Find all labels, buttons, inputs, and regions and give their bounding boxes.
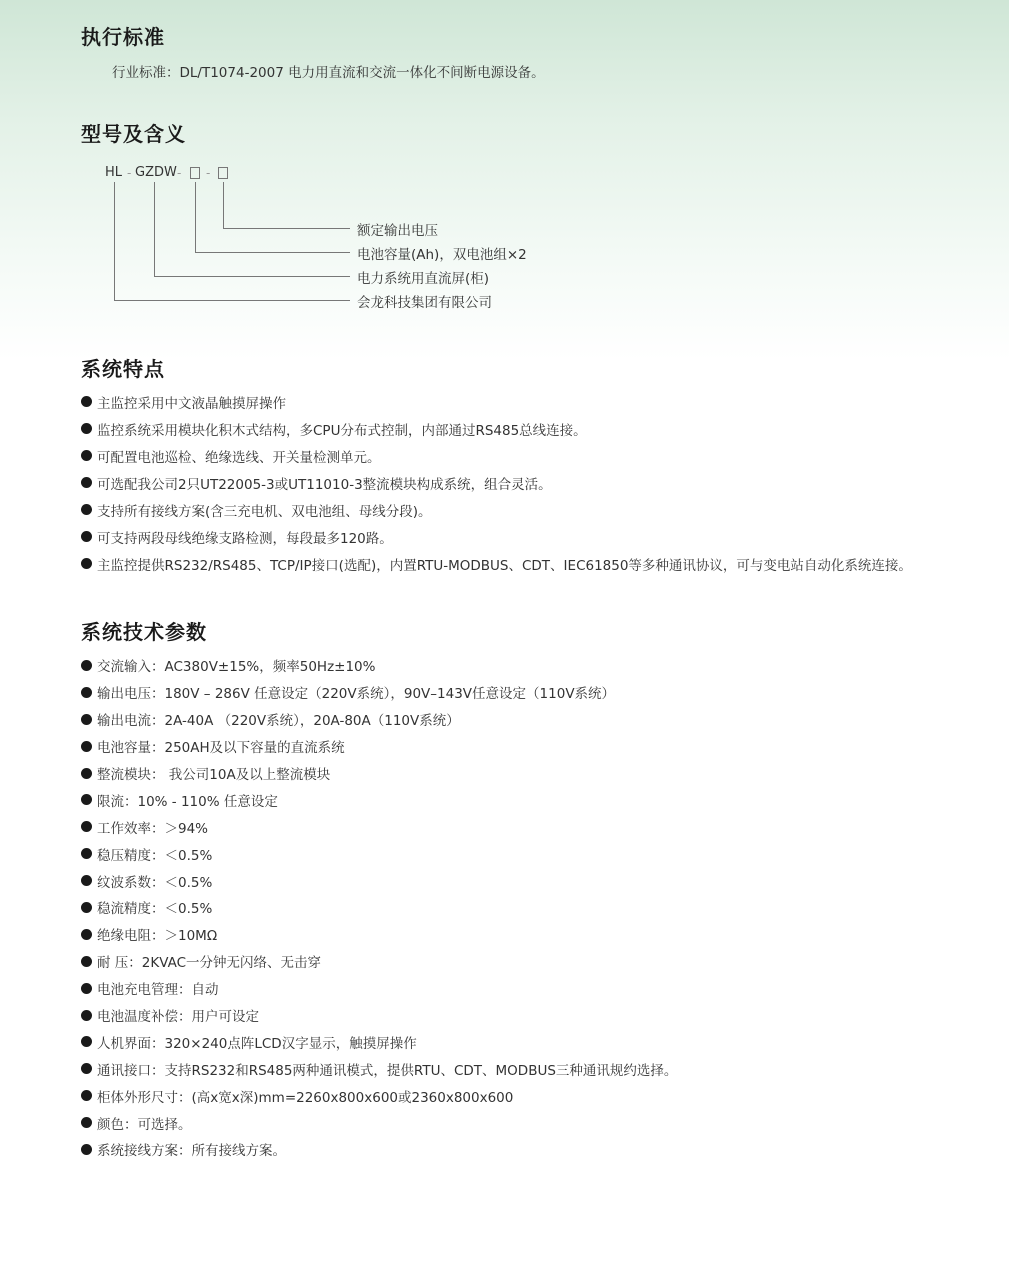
features-heading: 系统特点 — [81, 357, 165, 381]
list-item: 支持所有接线方案(含三充电机、双电池组、母线分段)。 — [81, 496, 912, 523]
list-item: 稳压精度：＜0.5% — [81, 840, 677, 867]
list-item: 主监控提供RS232/RS485、TCP/IP接口(选配)，内置RTU-MODBUS、CDT、IEC61850等多种通讯协议，可与变电站自动化系统连接。 — [81, 550, 912, 577]
leader-line-screen — [154, 182, 155, 276]
leader-line-voltage — [223, 228, 350, 229]
leader-line-screen — [154, 276, 350, 277]
bullet-icon — [81, 848, 92, 859]
list-item: 电池充电管理：自动 — [81, 975, 677, 1002]
bullet-icon — [81, 794, 92, 805]
bullet-icon — [81, 902, 92, 913]
bullet-icon — [81, 396, 92, 407]
model-desc-capacity: 电池容量(Ah)，双电池组×2 — [357, 247, 527, 263]
list-item: 绝缘电阻：＞10MΩ — [81, 921, 677, 948]
capacity-placeholder-box — [190, 167, 200, 179]
list-item: 主监控采用中文液晶触摸屏操作 — [81, 388, 912, 415]
bullet-icon — [81, 983, 92, 994]
bullet-icon — [81, 531, 92, 542]
model-desc-voltage: 额定输出电压 — [357, 223, 438, 239]
leader-line-capacity — [195, 182, 196, 252]
bullet-icon — [81, 1010, 92, 1021]
leader-line-company — [114, 300, 350, 301]
leader-line-company — [114, 182, 115, 300]
list-item: 系统接线方案：所有接线方案。 — [81, 1136, 677, 1163]
model-code-gzdw: GZDW — [135, 165, 177, 180]
list-item: 可选配我公司2只UT22005-3或UT11010-3整流模块构成系统，组合灵活。 — [81, 469, 912, 496]
model-diagram — [100, 160, 600, 320]
model-code-hl: HL — [105, 165, 123, 180]
list-item: 输出电压：180V – 286V 任意设定（220V系统），90V–143V任意设定（110V系统） — [81, 679, 677, 706]
standard-text: 行业标准：DL/T1074-2007 电力用直流和交流一体化不间断电源设备。 — [112, 65, 545, 81]
list-item: 耐 压：2KVAC一分钟无闪络、无击穿 — [81, 948, 677, 975]
bullet-icon — [81, 821, 92, 832]
leader-line-capacity — [195, 252, 350, 253]
list-item: 输出电流：2A-40A （220V系统），20A-80A（110V系统） — [81, 706, 677, 733]
leader-line-voltage — [223, 182, 224, 228]
bullet-icon — [81, 714, 92, 725]
list-item: 可配置电池巡检、绝缘选线、开关量检测单元。 — [81, 442, 912, 469]
model-dash: - — [177, 166, 182, 180]
bullet-icon — [81, 450, 92, 461]
features-list — [81, 388, 912, 577]
bullet-icon — [81, 477, 92, 488]
bullet-icon — [81, 956, 92, 967]
voltage-placeholder-box — [218, 167, 228, 179]
bullet-icon — [81, 929, 92, 940]
list-item: 人机界面：320×240点阵LCD汉字显示，触摸屏操作 — [81, 1028, 677, 1055]
list-item: 颜色：可选择。 — [81, 1109, 677, 1136]
bullet-icon — [81, 1036, 92, 1047]
list-item: 通讯接口：支持RS232和RS485两种通讯模式，提供RTU、CDT、MODBUS三种通讯规约选择。 — [81, 1055, 677, 1082]
bullet-icon — [81, 1144, 92, 1155]
list-item: 柜体外形尺寸：(高x宽x深)mm=2260x800x600或2360x800x600 — [81, 1082, 677, 1109]
params-list — [81, 652, 677, 1163]
list-item: 限流：10% - 110% 任意设定 — [81, 786, 677, 813]
model-heading: 型号及含义 — [81, 122, 186, 146]
bullet-icon — [81, 1090, 92, 1101]
list-item: 交流输入：AC380V±15%，频率50Hz±10% — [81, 652, 677, 679]
model-dash: - — [206, 166, 211, 180]
bullet-icon — [81, 1063, 92, 1074]
bullet-icon — [81, 558, 92, 569]
bullet-icon — [81, 875, 92, 886]
bullet-icon — [81, 768, 92, 779]
bullet-icon — [81, 504, 92, 515]
params-heading: 系统技术参数 — [81, 620, 207, 644]
list-item: 电池温度补偿：用户可设定 — [81, 1002, 677, 1029]
model-dash: - — [127, 166, 132, 180]
list-item: 工作效率：＞94% — [81, 813, 677, 840]
list-item: 纹波系数：＜0.5% — [81, 867, 677, 894]
list-item: 监控系统采用模块化积木式结构，多CPU分布式控制，内部通过RS485总线连接。 — [81, 415, 912, 442]
bullet-icon — [81, 1117, 92, 1128]
bullet-icon — [81, 741, 92, 752]
list-item: 整流模块： 我公司10A及以上整流模块 — [81, 760, 677, 787]
model-desc-company: 会龙科技集团有限公司 — [357, 295, 492, 311]
bullet-icon — [81, 660, 92, 671]
standard-heading: 执行标准 — [81, 25, 165, 49]
list-item: 稳流精度：＜0.5% — [81, 894, 677, 921]
model-desc-screen: 电力系统用直流屏(柜) — [357, 271, 490, 287]
list-item: 可支持两段母线绝缘支路检测，每段最多120路。 — [81, 523, 912, 550]
bullet-icon — [81, 423, 92, 434]
list-item: 电池容量：250AH及以下容量的直流系统 — [81, 733, 677, 760]
bullet-icon — [81, 687, 92, 698]
